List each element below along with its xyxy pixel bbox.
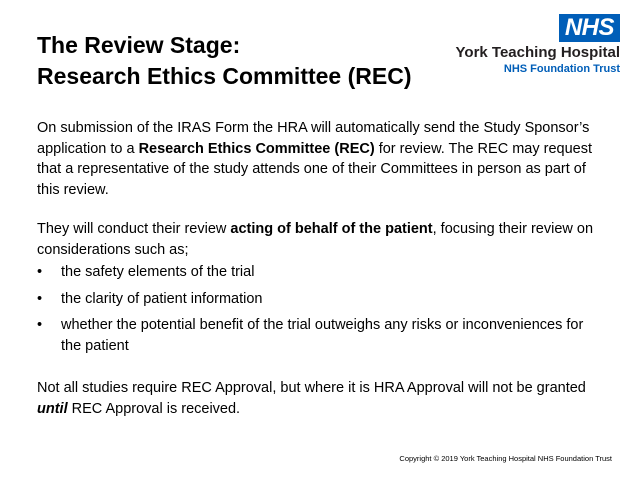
bullet-glyph: • bbox=[37, 264, 43, 280]
nhs-badge: NHS bbox=[559, 14, 620, 42]
para3-bold-italic: until bbox=[37, 400, 68, 417]
list-item-text: the clarity of patient information bbox=[61, 290, 263, 307]
slide-title bbox=[37, 30, 457, 92]
para2-text-end: , focusing their review on considerations such as; bbox=[37, 221, 594, 258]
bullet-glyph: • bbox=[37, 317, 43, 333]
para3-text-start: Not all studies require REC Approval, but where it is HRA Approval will not be granted bbox=[37, 380, 586, 396]
org-subtitle: NHS Foundation Trust bbox=[503, 63, 620, 75]
list-item-text: the safety elements of the trial bbox=[61, 264, 255, 280]
list-item bbox=[37, 315, 607, 356]
para2-bold: acting of behalf of the patient bbox=[230, 221, 433, 237]
list-item bbox=[37, 289, 607, 310]
considerations-list bbox=[37, 262, 607, 356]
org-name: York Teaching Hospital bbox=[455, 44, 620, 61]
paragraph-review bbox=[37, 219, 607, 260]
slide-body bbox=[37, 118, 607, 419]
para3-text-end: REC Approval is received. bbox=[67, 400, 241, 417]
paragraph-approval bbox=[37, 378, 607, 419]
slide-title-line1: The Review Stage: bbox=[37, 32, 241, 58]
para1-bold: Research Ethics Committee (REC) bbox=[138, 140, 375, 157]
paragraph-submission bbox=[37, 118, 607, 200]
para2-text-start: They will conduct their review bbox=[37, 221, 231, 237]
slide-title-line2: Research Ethics Committee (REC) bbox=[37, 63, 412, 89]
list-item-text: whether the potential benefit of the trial outweighs any risks or inconveniences for the patient bbox=[61, 317, 584, 354]
para1-text-start: On submission of the IRAS Form the HRA will automatically send the Study Sponsor’s application to a bbox=[37, 120, 590, 157]
list-item bbox=[37, 262, 607, 283]
bullet-glyph: • bbox=[37, 290, 43, 307]
nhs-logo bbox=[440, 14, 620, 76]
copyright-footer: Copyright © 2019 York Teaching Hospital NHS Foundation Trust bbox=[399, 454, 612, 463]
para1-text-end: for review. The REC may request that a representative of the study attends one of their Committees in person as part of this review. bbox=[37, 140, 592, 198]
